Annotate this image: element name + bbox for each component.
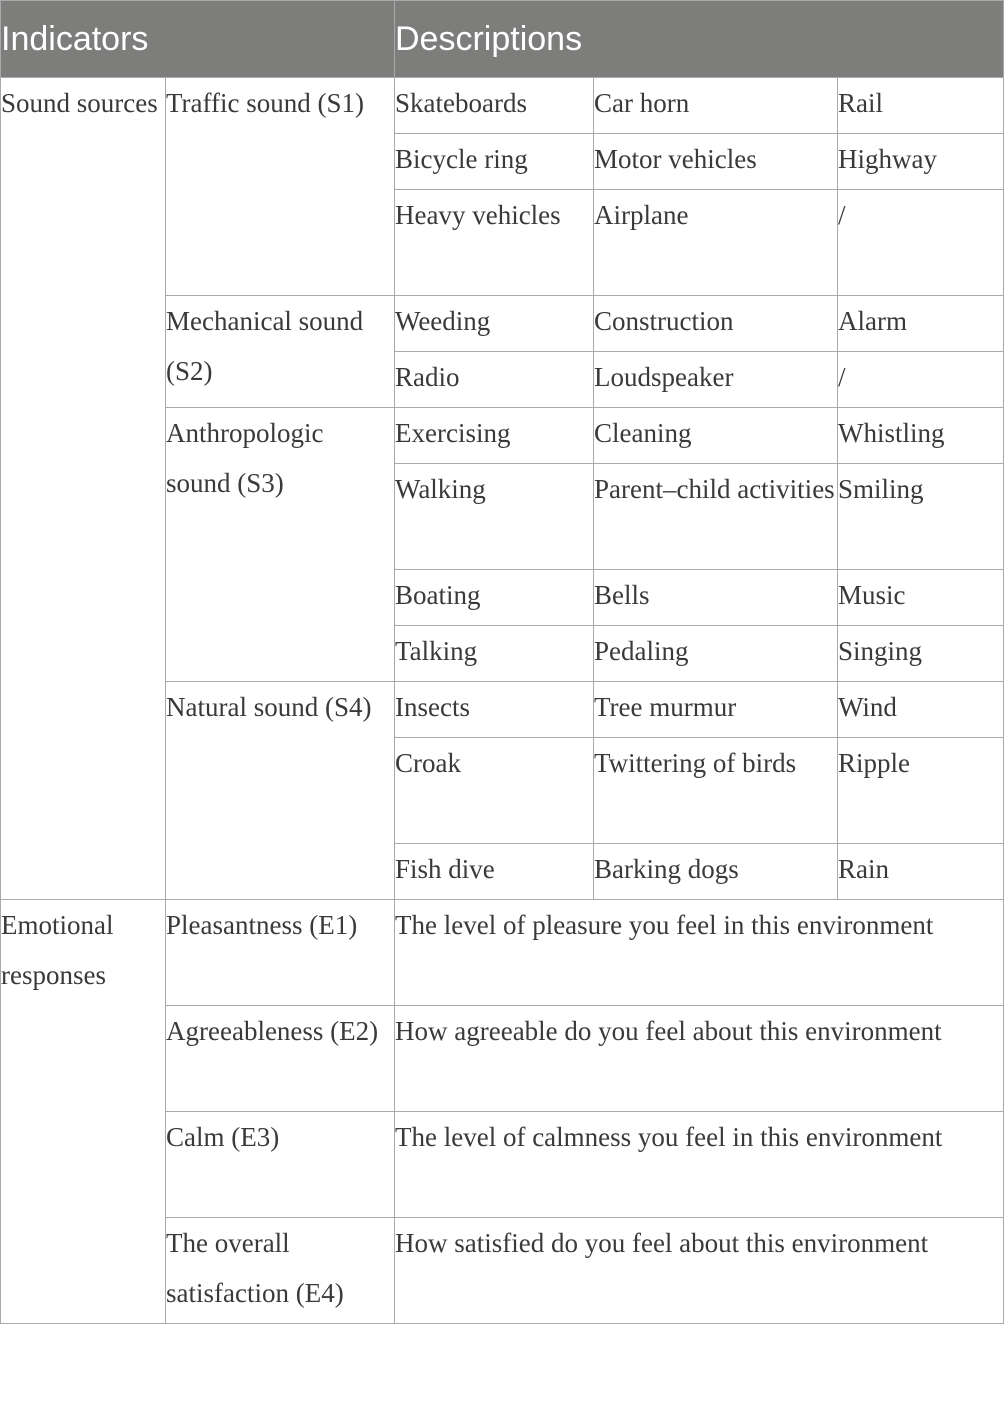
table-cell: Alarm	[838, 296, 1004, 352]
description-pleasantness: The level of pleasure you feel in this environment	[395, 900, 1004, 1006]
table-cell: Tree murmur	[594, 682, 838, 738]
indicator-overall-satisfaction: The overall satisfaction (E4)	[166, 1218, 395, 1324]
table-cell: Ripple	[838, 738, 1004, 844]
table-cell: Music	[838, 570, 1004, 626]
header-descriptions: Descriptions	[395, 1, 1004, 78]
table-cell: Rail	[838, 78, 1004, 134]
table-cell: Cleaning	[594, 408, 838, 464]
description-overall-satisfaction: How satisfied do you feel about this environment	[395, 1218, 1004, 1324]
table-row	[1, 900, 1004, 1006]
table-cell: Fish dive	[395, 844, 594, 900]
indicator-anthropologic-sound: Anthropologic sound (S3)	[166, 408, 395, 682]
table-cell: Walking	[395, 464, 594, 570]
table-cell: Parent–child activities	[594, 464, 838, 570]
table-cell: Pedaling	[594, 626, 838, 682]
table-cell: Singing	[838, 626, 1004, 682]
indicator-mechanical-sound: Mechanical sound (S2)	[166, 296, 395, 408]
indicator-pleasantness: Pleasantness (E1)	[166, 900, 395, 1006]
table-cell: Croak	[395, 738, 594, 844]
table-cell: Heavy vehicles	[395, 190, 594, 296]
table-row	[1, 78, 1004, 134]
table-cell: Exercising	[395, 408, 594, 464]
table-cell: Wind	[838, 682, 1004, 738]
description-agreeableness: How agreeable do you feel about this environment	[395, 1006, 1004, 1112]
category-emotional-responses: Emotional responses	[1, 900, 166, 1324]
table-cell: Construction	[594, 296, 838, 352]
indicator-natural-sound: Natural sound (S4)	[166, 682, 395, 900]
table-cell: Insects	[395, 682, 594, 738]
table-cell: /	[838, 352, 1004, 408]
indicator-calm: Calm (E3)	[166, 1112, 395, 1218]
table-cell: Skateboards	[395, 78, 594, 134]
header-row	[1, 1, 1004, 78]
table-cell: Bicycle ring	[395, 134, 594, 190]
table-cell: Weeding	[395, 296, 594, 352]
table-cell: /	[838, 190, 1004, 296]
table-cell: Smiling	[838, 464, 1004, 570]
table-cell: Loudspeaker	[594, 352, 838, 408]
table-cell: Highway	[838, 134, 1004, 190]
table-cell: Car horn	[594, 78, 838, 134]
indicator-agreeableness: Agreeableness (E2)	[166, 1006, 395, 1112]
table-cell: Radio	[395, 352, 594, 408]
table-cell: Bells	[594, 570, 838, 626]
table-cell: Whistling	[838, 408, 1004, 464]
table-cell: Talking	[395, 626, 594, 682]
table-cell: Boating	[395, 570, 594, 626]
table-cell: Twittering of birds	[594, 738, 838, 844]
table-cell: Rain	[838, 844, 1004, 900]
table-cell: Barking dogs	[594, 844, 838, 900]
header-indicators: Indicators	[1, 1, 395, 78]
category-sound-sources: Sound sources	[1, 78, 166, 900]
description-calm: The level of calmness you feel in this environment	[395, 1112, 1004, 1218]
indicator-traffic-sound: Traffic sound (S1)	[166, 78, 395, 296]
table-cell: Airplane	[594, 190, 838, 296]
table-cell: Motor vehicles	[594, 134, 838, 190]
